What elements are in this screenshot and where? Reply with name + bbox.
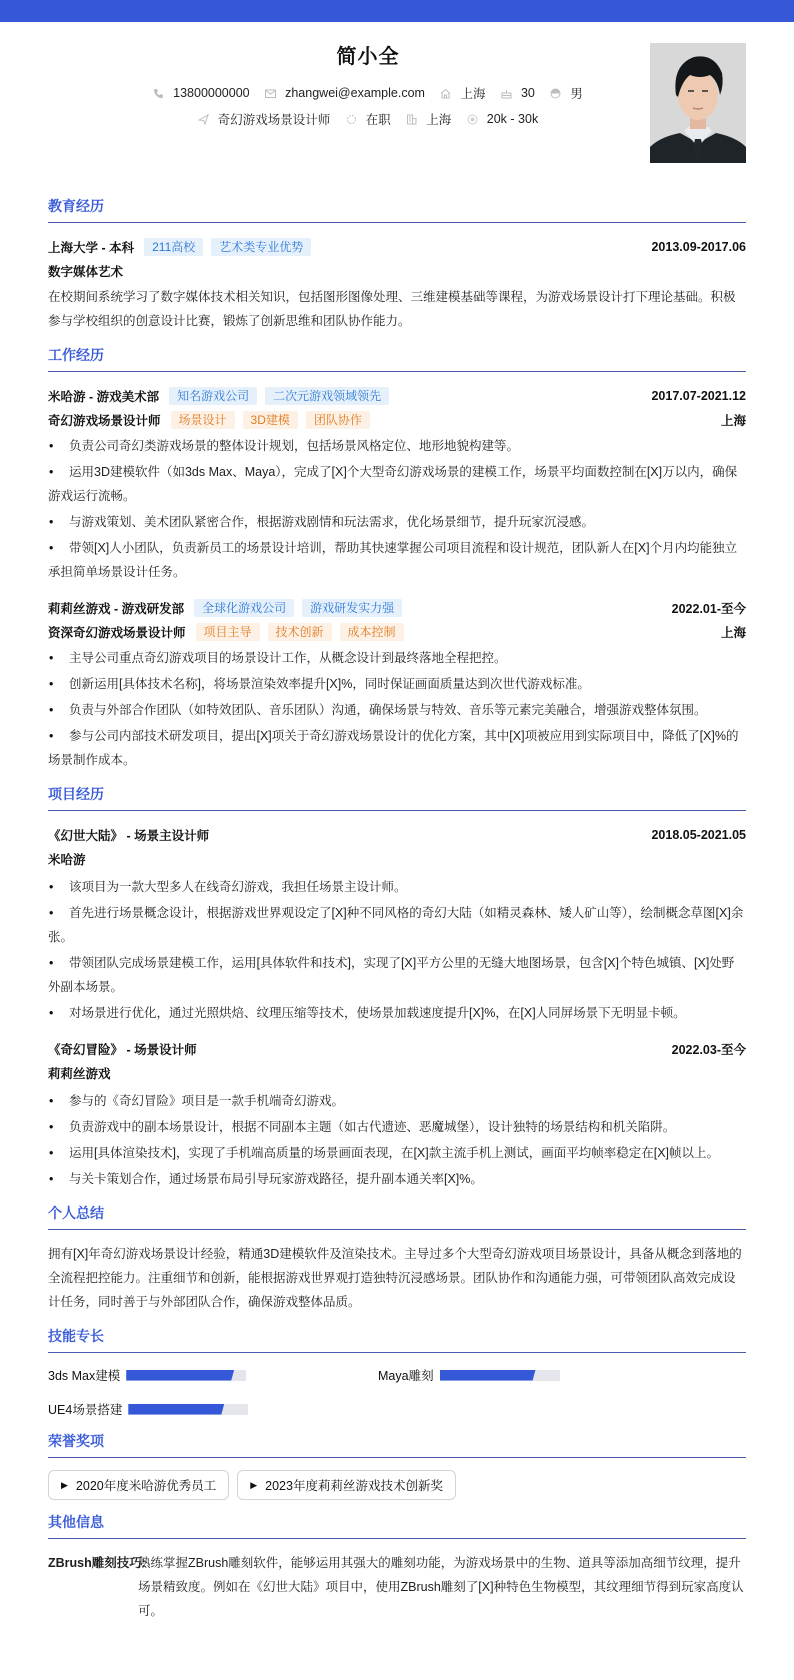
list-item: • 该项目为一款大型多人在线奇幻游戏，我担任场景主设计师。: [48, 875, 746, 899]
job-status-item: 在职: [346, 110, 391, 128]
phone-item: 13800000000: [153, 86, 249, 100]
mail-icon: [265, 88, 276, 99]
company-tag: 游戏研发实力强: [302, 599, 402, 617]
list-item: • 带领[X]人小团队，负责新员工的场景设计培训，帮助其快速掌握公司项目流程和设计规范，团队新人在[X]个月内均能独立承担简单场景设计任务。: [48, 536, 746, 584]
role-tag: 场景设计: [171, 411, 235, 429]
cake-icon: [501, 88, 512, 99]
role-tag: 技术创新: [268, 623, 332, 641]
list-item: • 首先进行场景概念设计，根据游戏世界观设定了[X]种不同风格的奇幻大陆（如精灵森林、矮人矿山等），绘制概念草图[X]余张。: [48, 901, 746, 949]
other-item: [48, 1551, 746, 1623]
job-entry: [48, 596, 746, 772]
triangle-right-icon: ▶: [61, 1479, 68, 1490]
education-description: 在校期间系统学习了数字媒体技术相关知识，包括图形图像处理、三维建模基础等课程，为游戏场景设计打下理论基础。积极参与学校组织的创意设计比赛，锻炼了创新思维和团队协作能力。: [48, 290, 736, 328]
profile-photo: [650, 43, 746, 163]
building-icon: [406, 114, 417, 125]
school-tag: 211高校: [144, 238, 203, 256]
company-name: 米哈游 - 游戏美术部: [48, 390, 160, 404]
job-entry: [48, 384, 746, 584]
award-label: 2023年度莉莉丝游戏技术创新奖: [265, 1479, 443, 1493]
role-tag: 团队协作: [306, 411, 370, 429]
resume-header: [48, 22, 746, 184]
project-entry: [48, 1037, 746, 1191]
target-position-item: 奇幻游戏场景设计师: [198, 110, 331, 128]
age-item: 30: [501, 86, 535, 100]
other-text: 熟练掌握ZBrush雕刻软件，能够运用其强大的雕刻功能，为游戏场景中的生物、道具等添加高细节纹理，提升场景精致度。例如在《幻世大陆》项目中，使用ZBrush雕刻了[X]种特色生物模型，其纹理细节得到玩家高度认可。: [138, 1556, 744, 1618]
project-company: 米哈游: [48, 853, 86, 867]
list-item: • 负责与外部合作团队（如特效团队、音乐团队）沟通，确保场景与特效、音乐等元素完美融合，增强游戏整体氛围。: [48, 698, 746, 722]
job-intent-line: [48, 110, 688, 128]
school-name: 上海大学 - 本科: [48, 241, 135, 255]
role-tag: 成本控制: [340, 623, 404, 641]
salary-item: 20k - 30k: [467, 112, 538, 126]
work-section: [48, 345, 746, 772]
skill-item: [48, 1365, 378, 1385]
summary-section: [48, 1203, 746, 1314]
skill-bar-fill: [440, 1370, 536, 1381]
projects-section: [48, 784, 746, 1191]
list-item: • 主导公司重点奇幻游戏项目的场景设计工作，从概念设计到最终落地全程把控。: [48, 646, 746, 670]
contact-info-line: [48, 84, 688, 102]
top-accent-bar: [0, 0, 794, 22]
awards-section: [48, 1431, 746, 1500]
skill-bar: [126, 1370, 246, 1381]
other-title: 其他信息: [48, 1512, 746, 1539]
salary-icon: [467, 114, 478, 125]
awards-list: [48, 1470, 746, 1500]
gender-icon: [550, 88, 561, 99]
list-item: • 与关卡策划合作，通过场景布局引导玩家游戏路径，提升副本通关率[X]%。: [48, 1167, 746, 1191]
summary-text: 拥有[X]年奇幻游戏场景设计经验，精通3D建模软件及渲染技术。主导过多个大型奇幻游戏项目场景设计，具备从概念到落地的全流程把控能力。注重细节和创新，能根据游戏世界观打造独特沉浸感场景。团队协作和沟通能力强，可带领团队高效完成设计任务，同时善于与外部团队合作，确保游戏整体品质。: [48, 1247, 742, 1309]
list-item: • 对场景进行优化，通过光照烘焙、纹理压缩等技术，使场景加载速度提升[X]%，在[X]人同屏场景下无明显卡顿。: [48, 1001, 746, 1025]
target-city-item: 上海: [406, 110, 451, 128]
list-item: • 参与公司内部技术研发项目，提出[X]项关于奇幻游戏场景设计的优化方案，其中[X]项被应用到实际项目中，降低了[X]%的场景制作成本。: [48, 724, 746, 772]
project-name: 《幻世大陆》 - 场景主设计师: [48, 829, 210, 843]
projects-title: 项目经历: [48, 784, 746, 811]
school-tag: 艺术类专业优势: [211, 238, 311, 256]
list-item: • 与游戏策划、美术团队紧密合作，根据游戏剧情和玩法需求，优化场景细节，提升玩家沉浸感。: [48, 510, 746, 534]
skill-label: 3ds Max建模: [48, 1369, 121, 1383]
home-icon: [440, 88, 451, 99]
job-location: 上海: [720, 626, 746, 640]
skills-section: [48, 1326, 746, 1419]
work-title: 工作经历: [48, 345, 746, 372]
email-item: zhangwei@example.com: [265, 86, 425, 100]
triangle-right-icon: ▶: [250, 1479, 258, 1490]
awards-title: 荣誉奖项: [48, 1431, 746, 1458]
skill-item: [48, 1399, 378, 1419]
project-date: 2018.05-2021.05: [651, 828, 746, 842]
education-title: 教育经历: [48, 196, 746, 223]
project-name: 《奇幻冒险》 - 场景设计师: [48, 1043, 197, 1057]
job-date: 2017.07-2021.12: [651, 389, 746, 403]
candidate-name: 简小全: [336, 46, 400, 68]
skill-item: [378, 1365, 708, 1385]
job-bullets: [48, 646, 746, 772]
job-bullets: [48, 434, 746, 584]
award-item[interactable]: [48, 1470, 229, 1500]
status-icon: [346, 114, 357, 125]
project-entry: [48, 823, 746, 1025]
phone-icon: [153, 88, 164, 99]
send-icon: [198, 114, 209, 125]
award-item[interactable]: [237, 1470, 456, 1500]
list-item: • 运用3D建模软件（如3ds Max、Maya），完成了[X]个大型奇幻游戏场景的建模工作，场景平均面数控制在[X]万以内，确保游戏运行流畅。: [48, 460, 746, 508]
resume-page: [0, 22, 794, 1647]
skill-label: UE4场景搭建: [48, 1403, 123, 1417]
project-bullets: [48, 875, 746, 1025]
list-item: • 参与的《奇幻冒险》项目是一款手机端奇幻游戏。: [48, 1089, 746, 1113]
job-role: 奇幻游戏场景设计师: [48, 414, 161, 428]
education-section: [48, 196, 746, 333]
education-date: 2013.09-2017.06: [651, 240, 746, 254]
other-section: [48, 1512, 746, 1623]
job-role: 资深奇幻游戏场景设计师: [48, 626, 186, 640]
skills-grid: [48, 1365, 746, 1419]
company-tag: 知名游戏公司: [169, 387, 257, 405]
skill-label: Maya雕刻: [378, 1369, 434, 1383]
project-company: 莉莉丝游戏: [48, 1067, 111, 1081]
list-item: • 运用[具体渲染技术]，实现了手机端高质量的场景画面表现，在[X]款主流手机上测试，画面平均帧率稳定在[X]帧以上。: [48, 1141, 746, 1165]
list-item: • 创新运用[具体技术名称]，将场景渲染效率提升[X]%，同时保证画面质量达到次世代游戏标准。: [48, 672, 746, 696]
skills-title: 技能专长: [48, 1326, 746, 1353]
job-location: 上海: [720, 414, 746, 428]
company-tag: 全球化游戏公司: [194, 599, 294, 617]
project-bullets: [48, 1089, 746, 1191]
award-label: 2020年度米哈游优秀员工: [75, 1479, 217, 1493]
project-date: 2022.03-至今: [671, 1043, 746, 1057]
skill-bar-fill: [128, 1404, 224, 1415]
company-tag: 二次元游戏领域领先: [265, 387, 389, 405]
education-header-row: [48, 235, 746, 259]
role-tag: 项目主导: [196, 623, 260, 641]
other-label: ZBrush雕刻技巧:: [48, 1556, 146, 1570]
skill-bar: [440, 1370, 560, 1381]
list-item: • 带领团队完成场景建模工作，运用[具体软件和技术]，实现了[X]平方公里的无缝大地图场景，包含[X]个特色城镇、[X]处野外副本场景。: [48, 951, 746, 999]
gender-item: 男: [550, 84, 583, 102]
summary-title: 个人总结: [48, 1203, 746, 1230]
list-item: • 负责公司奇幻类游戏场景的整体设计规划，包括场景风格定位、地形地貌构建等。: [48, 434, 746, 458]
skill-bar: [128, 1404, 248, 1415]
city-item: 上海: [440, 84, 485, 102]
list-item: • 负责游戏中的副本场景设计，根据不同副本主题（如古代遗迹、恶魔城堡），设计独特的场景结构和机关陷阱。: [48, 1115, 746, 1139]
company-name: 莉莉丝游戏 - 游戏研发部: [48, 602, 185, 616]
role-tag: 3D建模: [243, 411, 298, 429]
skill-bar-fill: [126, 1370, 234, 1381]
job-date: 2022.01-至今: [671, 602, 746, 616]
major: 数字媒体艺术: [48, 265, 124, 279]
